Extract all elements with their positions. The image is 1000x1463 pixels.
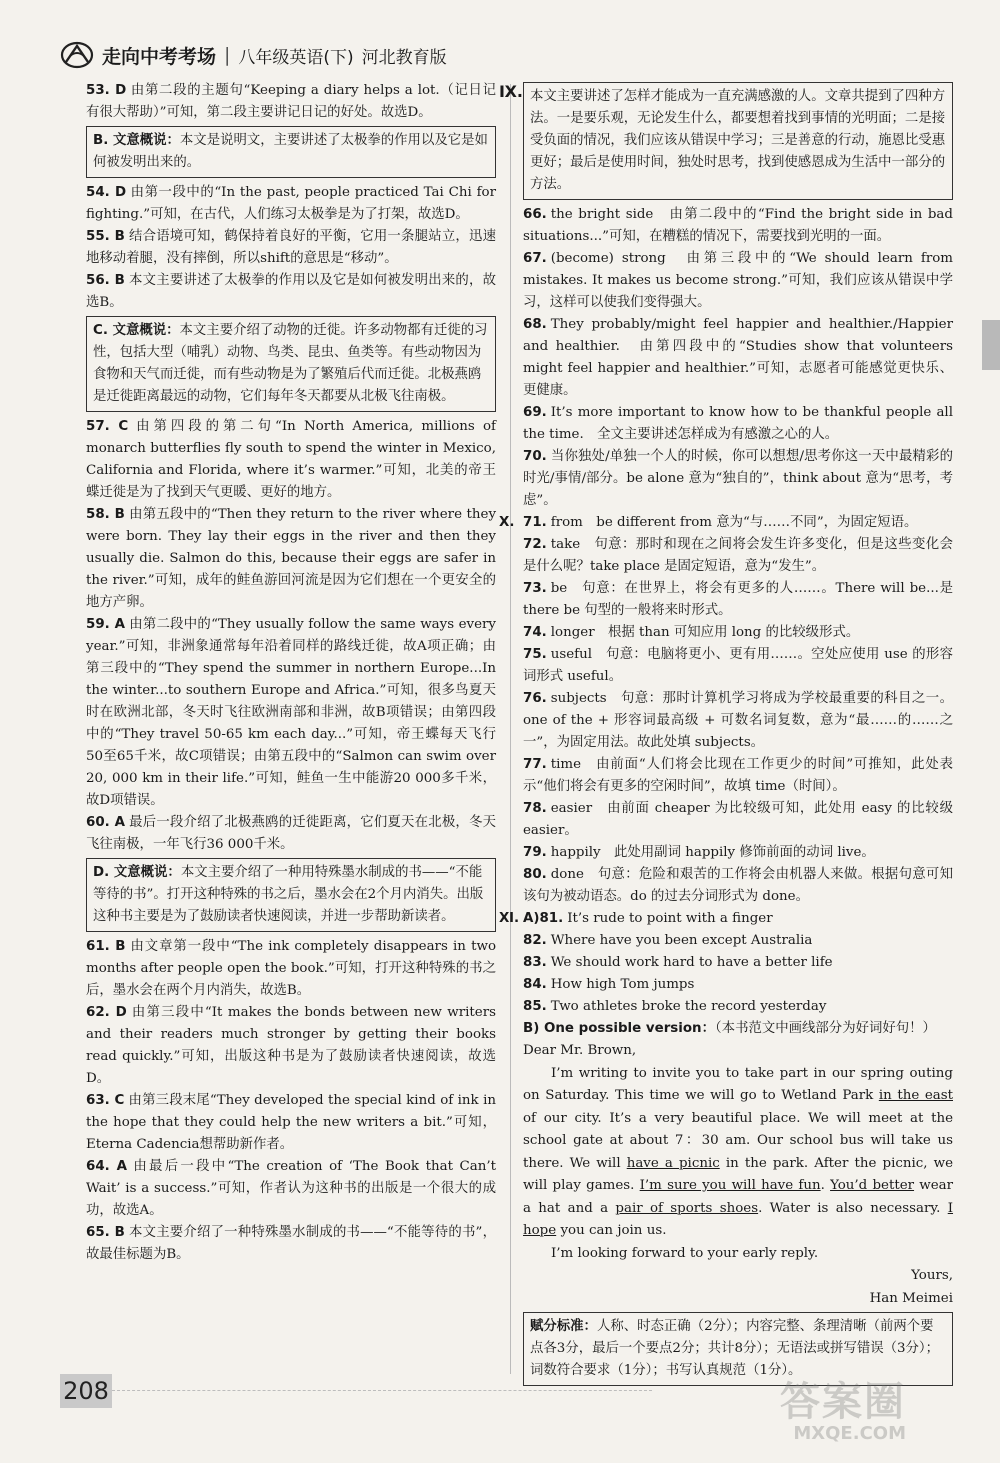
good-phrase: I hope [523, 1200, 954, 1238]
answer-69: 69. It’s more important to know how to be thankful people all the time. 全文主要讲述怎样成为有感激之心的人。 [523, 405, 953, 442]
section-x-label: Ⅹ. [499, 515, 515, 530]
good-phrase: You’d better [830, 1178, 915, 1193]
watermark-logo-text: 答案圈 [780, 1379, 906, 1425]
summary-box-c: C. 文意概说：本文主要介绍了动物的迁徙。许多动物都有迁徙的习性，包括大型（哺乳）动物、鸟类、昆虫、鱼类等。有些动物因为食物和天气而迁徙，而有些动物是为了繁殖后代而迁徙。北极燕鸥是迁徙距离最远的动物，它们每年冬天都要从北极飞往南极。 [86, 316, 496, 412]
summary-box-d: D. 文意概说：本文主要介绍了一种用特殊墨水制成的书——“不能等待的书”。打开这种特殊的书之后，墨水会在2个月内消失。出版这种书主要是为了鼓励读者快速阅读，并进一步帮助新读者。 [86, 858, 496, 932]
answer-67: 67. (become) strong 由第三段中的“We should learn from mistakes. It makes us become strong.”可知，我们应该从错误中学习，这样可以使我们变得强大。 [523, 251, 953, 310]
answer-71: Ⅹ. 71. from be different from 意为“与……不同”，为固定短语。 [523, 512, 953, 534]
right-column [499, 80, 954, 1390]
good-phrase: have a picnic [626, 1155, 720, 1171]
book-logo-icon [60, 40, 94, 70]
section-xi-label: Ⅺ. [499, 911, 520, 926]
answer-85: 85. Two athletes broke the record yesterday [523, 999, 827, 1014]
watermark-url: MXQE.COM [793, 1423, 906, 1444]
letter-signature: Han Meimei [869, 1290, 953, 1306]
footer-rule [112, 1390, 652, 1391]
answer-65: 65. B 本文主要介绍了一种特殊墨水制成的书——“不能等待的书”，故最佳标题为B。 [86, 1225, 496, 1262]
page-header [60, 40, 447, 70]
letter-greeting: Dear Mr. Brown, [523, 1043, 637, 1058]
answer-80: 80. done 句意：危险和艰苦的工作将会由机器人来做。根据句意可知该句为被动语态。do 的过去分词形式为 done。 [523, 867, 953, 904]
answer-62: 62. D 由第三段中“It makes the bonds between new writers and their readers much stronger by getting their books read quickly.”可知，出版这种书是为了鼓励读者快速阅读，故选D。 [86, 1005, 497, 1086]
publisher: 河北教育版 [361, 47, 447, 68]
answer-59: 59. A 由第二段中的“They usually follow the same ways every year.”可知，非洲象通常每年沿着同样的路线迁徙，故A项正确；由第三段中的“They spend the summer in northern Europe...In the winter...to southern Europe and Africa.”可知，很多鸟夏天时在欧洲北部，冬天时飞往欧洲南部和非洲，故B项错误；由第四段中的“They travel 50-65 km each day...”可知，帝王蝶每天飞行50至65千米，故C项错误；由第五段中的“Salmon can swim over 20, 000 km in their life.”可知，鲑鱼一生中能游20 000多千米，故D项错误。 [86, 617, 496, 808]
good-phrase: pair of sports shoes [615, 1200, 759, 1216]
writing-heading: B) One possible version：（本书范文中画线部分为好词好句！） [523, 1021, 936, 1036]
summary-box-ix: 本文主要讲述了怎样才能成为一直充满感激的人。文章共提到了四种方法。一是要乐观，无论发生什么，都要想着找到事情的光明面；二是接受负面的情况，我们应该从错误中学习；三是善意的行动，施恩比受惠更好；最后是使用时间，独处时思考，找到使感恩成为生活中一部分的方法。 [523, 82, 953, 200]
section-ix [499, 82, 953, 200]
answer-72: 72. take 句意：那时和现在之间将会发生许多变化，但是这些变化会是什么呢？take place 是固定短语，意为“发生”。 [523, 537, 953, 574]
watermark [780, 1370, 906, 1444]
good-phrase: I’m sure you will have fun [639, 1178, 821, 1193]
answer-53: 53. D 由第二段的主题句“Keeping a diary helps a lot.（记日记有很大帮助）”可知，第二段主要讲记日记的好处。故选D。 [86, 83, 497, 120]
scoring-criteria-box: 赋分标准：人称、时态正确（2分）；内容完整、条理清晰（前两个要点各3分，最后一个要点2分；共计8分）；无语法或拼写错误（3分）；词数符合要求（1分）；书写认真规范（1分）。 [523, 1312, 953, 1386]
book-title: 八年级英语(下) [238, 47, 354, 68]
header-separator: | [224, 44, 231, 66]
answer-61: 61. B 由文章第一段中“The ink completely disappears in two months after people open the book.”可知，打开这种特殊的书之后，墨水会在两个月内消失，故选B。 [86, 939, 497, 998]
column-divider [510, 84, 511, 1374]
answer-70: 70. 当你独处/单独一个人的时候，你可以想想/思考你这一天中最精彩的时光/事情/部分。be alone 意为“独自的”，think about 意为“思考，考虑”。 [523, 449, 953, 508]
answer-84: 84. How high Tom jumps [523, 977, 695, 992]
page-edge-tab [982, 320, 1000, 370]
answer-73: 73. be 句意：在世界上，将会有更多的人……。There will be...是 there be 句型的一般将来时形式。 [523, 581, 953, 618]
answer-60: 60. A 最后一段介绍了北极燕鸥的迁徙距离，它们夏天在北极，冬天飞往南极，一年飞行36 000千米。 [86, 815, 496, 852]
answer-68: 68. They probably/might feel happier and healthier./Happier and healthier. 由第四段中的“Studies show that volunteers might feel happier and healthier.”可知，志愿者可能感觉更快乐、更健康。 [523, 317, 953, 398]
letter-valediction: Yours, [911, 1268, 953, 1283]
answer-79: 79. happily 此处用副词 happily 修饰前面的动词 live。 [523, 845, 875, 860]
sample-letter [523, 1040, 953, 1310]
letter-closing-line: I’m looking forward to your early reply. [551, 1245, 819, 1261]
good-phrase: in the east [878, 1088, 953, 1103]
answer-81: Ⅺ. A)81. It’s rude to point with a finger [523, 908, 953, 930]
answer-76: 76. subjects 句意：那时计算机学习将成为学校最重要的科目之一。one of the + 形容词最高级 + 可数名词复数，意为“最……的……之一”，为固定用法。故此处填 subjects。 [523, 691, 953, 750]
answer-75: 75. useful 句意：电脑将更小、更有用……。空处应使用 use 的形容词形式 useful。 [523, 647, 953, 684]
answer-78: 78. easier 由前面 cheaper 为比较级可知，此处用 easy 的比较级 easier。 [523, 801, 953, 838]
answer-74: 74. longer 根据 than 可知应用 long 的比较级形式。 [523, 625, 860, 640]
left-column [86, 80, 496, 1266]
answer-63: 63. C 由第三段末尾“They developed the special kind of ink in the hope that they could help the new writers a bit.”可知，Eterna Cadencia想帮助新作者。 [86, 1093, 496, 1152]
answer-77: 77. time 由前面“人们将会比现在工作更少的时间”可推知，此处表示“他们将会有更多的空闲时间”，故填 time（时间）。 [523, 757, 953, 794]
answer-56: 56. B 本文主要讲述了太极拳的作用以及它是如何被发明出来的，故选B。 [86, 273, 497, 310]
answer-66: 66. the bright side 由第二段中的“Find the bright side in bad situations...”可知，在糟糕的情况下，需要找到光明的一面。 [523, 207, 953, 244]
answer-83: 83. We should work hard to have a better life [523, 955, 833, 970]
answer-64: 64. A 由最后一段中“The creation of ‘The Book that Can’t Wait’ is a success.”可知，作者认为这种书的出版是一个很大的成功，故选A。 [86, 1159, 496, 1218]
section-ix-label: Ⅸ. [499, 82, 524, 101]
answer-57: 57. C 由第四段的第二句“In North America, millions of monarch butterflies fly south to spend the winter in Mexico, California and Florida, where it’s warmer.”可知，北美的帝王蝶迁徙是为了找到天气更暖、更好的地方。 [86, 419, 496, 500]
series-title: 走向中考考场 [102, 45, 217, 68]
answer-54: 54. D 由第一段中的“In the past, people practiced Tai Chi for fighting.”可知，在古代，人们练习太极拳是为了打架，故选D。 [86, 185, 496, 222]
summary-box-b: B. 文意概说：本文是说明文，主要讲述了太极拳的作用以及它是如何被发明出来的。 [86, 126, 496, 178]
answer-82: 82. Where have you been except Australia [523, 933, 813, 948]
letter-body: I’m writing to invite you to take part in our spring outing on Saturday. This time we will go to Wetland Park in the east of our city. It’s a very beautiful place. We will meet at the school gate at about 7：30 am. Our school bus will take us there. We will have a picnic in the park. After the picnic, we will play games. I’m sure you will have fun. You’d better wear a hat and a pair of sports shoes. Water is also necessary. I hope you can join us. [523, 1065, 954, 1238]
answer-58: 58. B 由第五段中的“Then they return to the river where they were born. They lay their eggs in the river and then they usually die. Salmon do this, because their eggs are safer in the river.”可知，成年的鲑鱼游回河流是因为它们想在一个更安全的地方产卵。 [86, 507, 497, 610]
answer-55: 55. B 结合语境可知，鹤保持着良好的平衡，它用一条腿站立，迅速地移动着腿，没有摔倒，所以shift的意思是“移动”。 [86, 229, 497, 266]
page-number: 208 [60, 1374, 112, 1408]
